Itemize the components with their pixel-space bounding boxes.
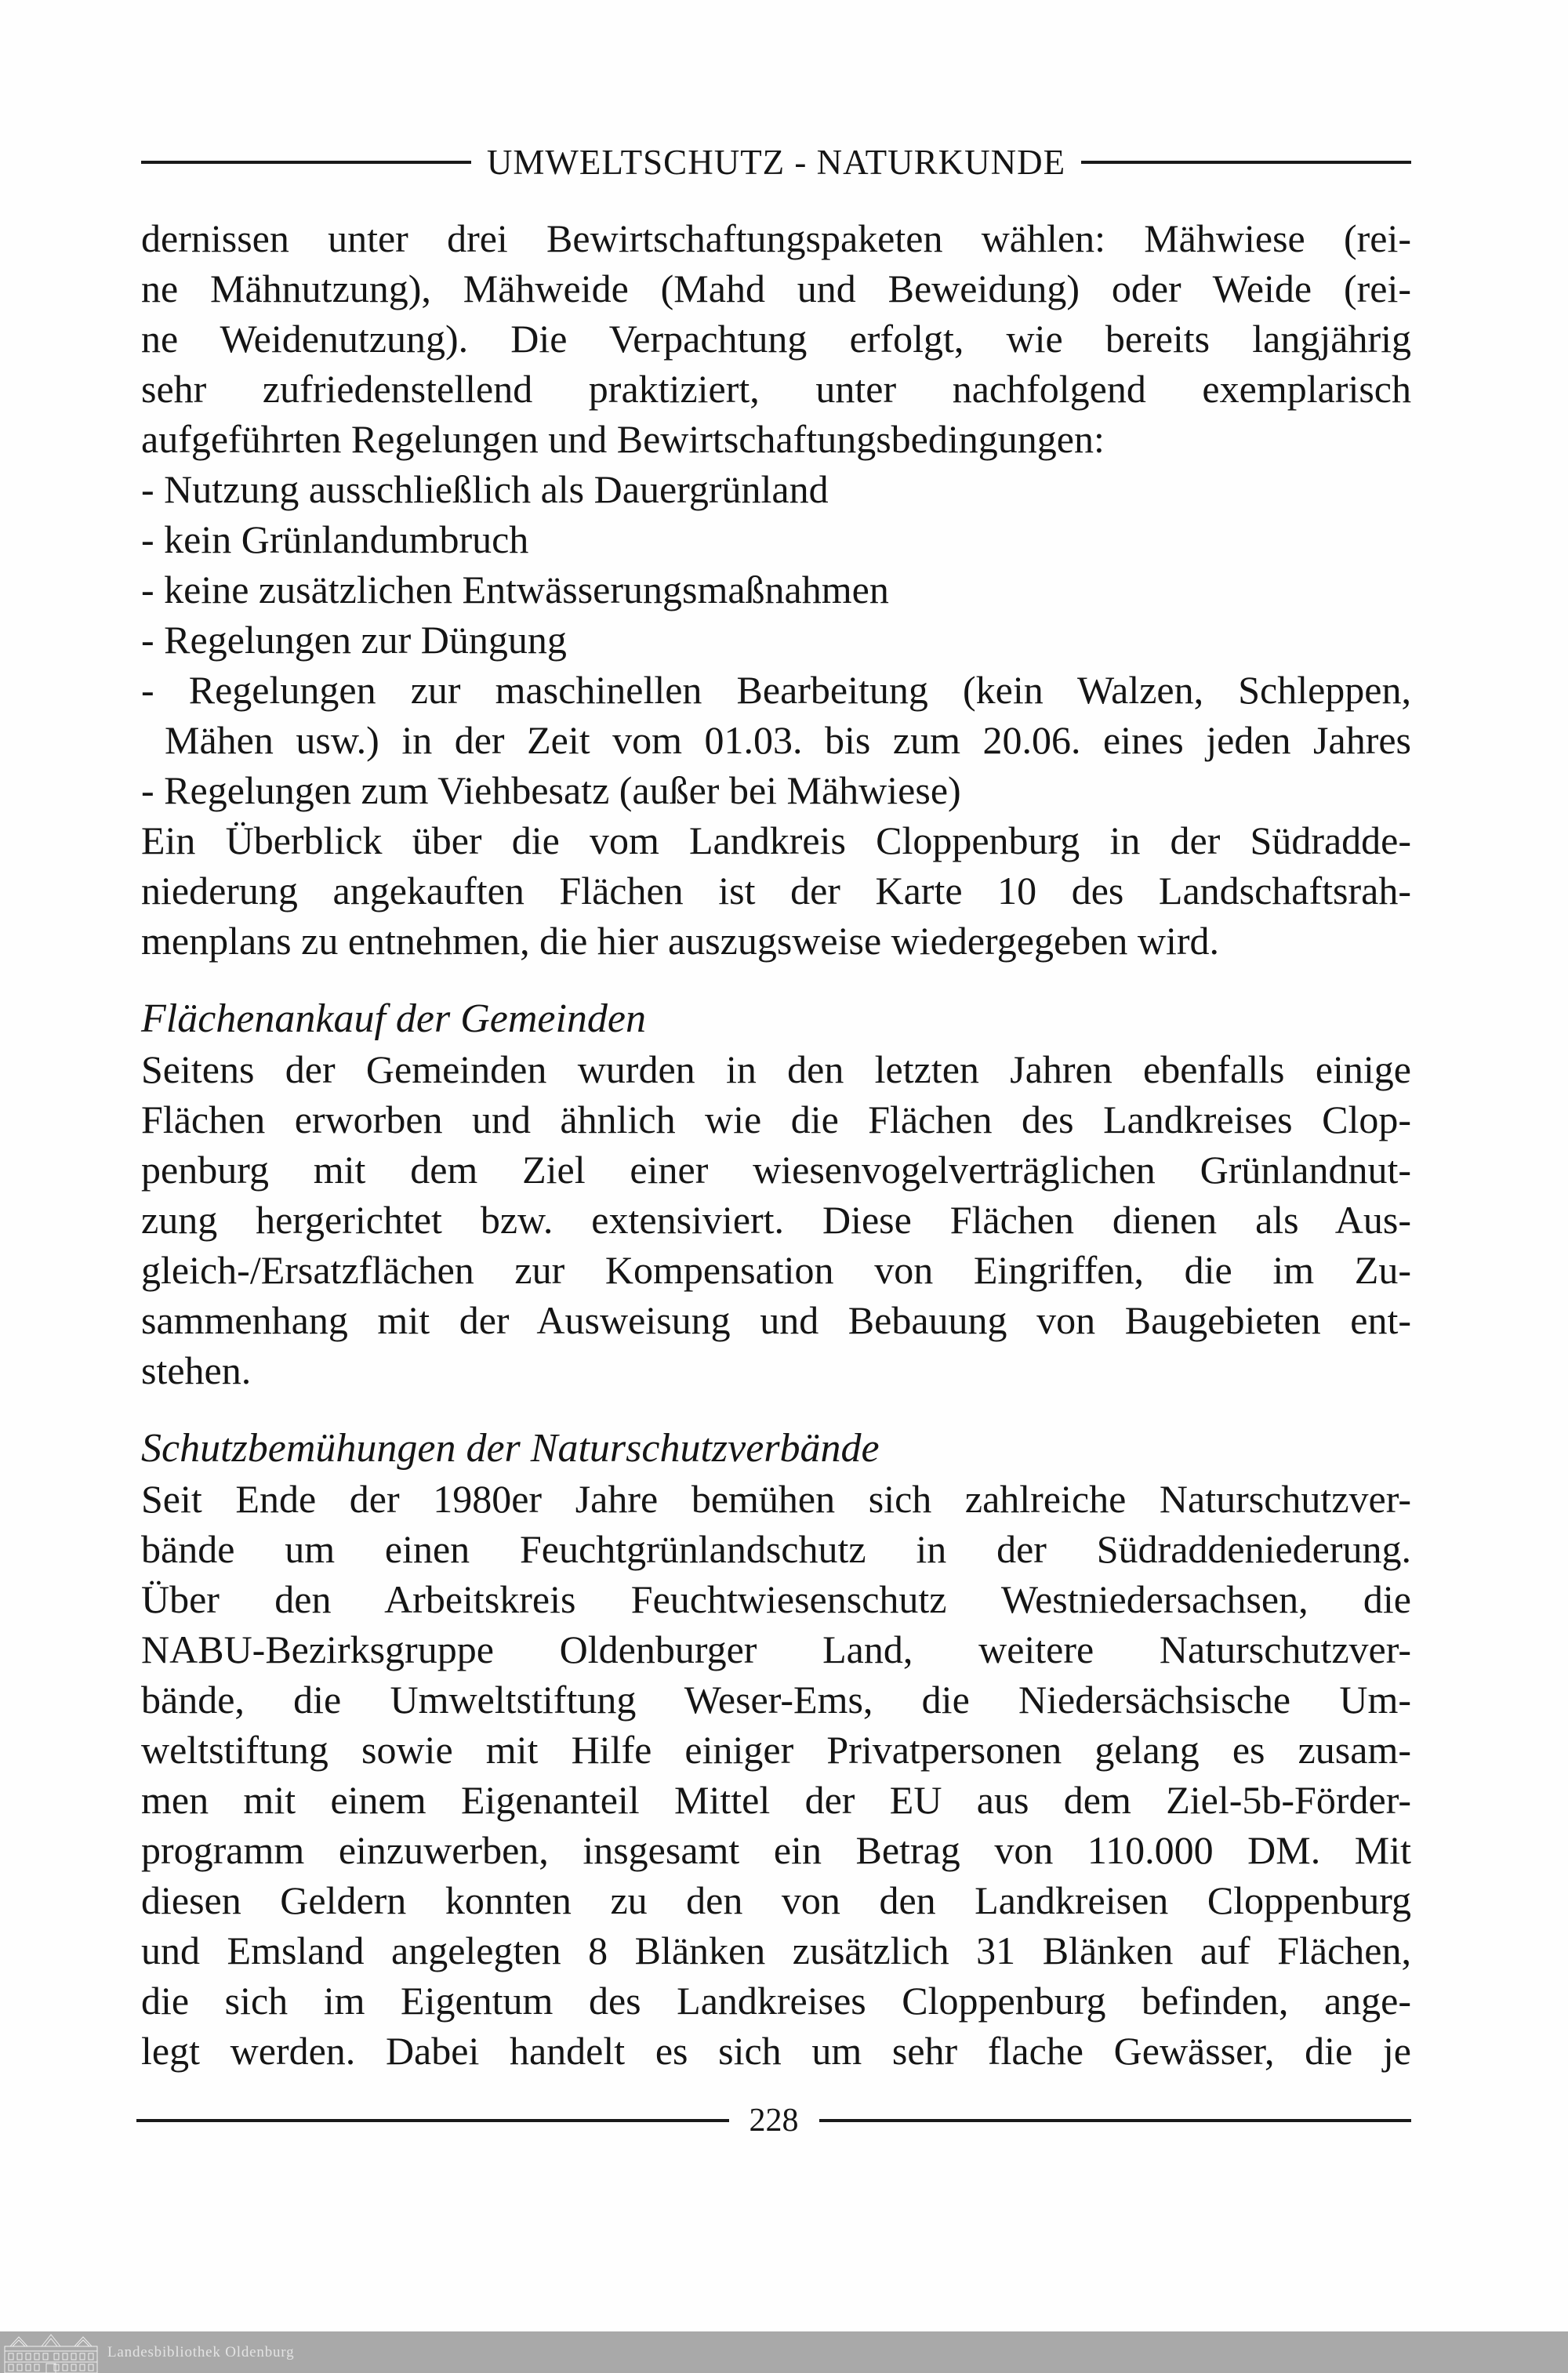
text-line: Mähen usw.) in der Zeit vom 01.03. bis zum 20.06. eines jeden Jahres [165,718,1411,762]
text-line: - kein Grünlandumbruch [141,517,529,561]
text-line: ne Mähnutzung), Mähweide (Mahd und Beweidung) oder Weide (rei- [141,267,1411,310]
footer-rule-left [136,2119,729,2122]
text-block [141,213,1411,2076]
text-line: menplans zu entnehmen, die hier auszugsweise wiedergegeben wird. [141,919,1219,963]
text-line: Flächen erworben und ähnlich wie die Flächen des Landkreises Clop- [141,1098,1411,1141]
stamp-label: Landesbibliothek Oldenburg [107,2343,295,2360]
text-line: gleich-/Ersatzflächen zur Kompensation von Eingriffen, die im Zu- [141,1248,1411,1292]
text-line: Seit Ende der 1980er Jahre bemühen sich zahlreiche Naturschutzver- [141,1477,1411,1521]
chapter-title: UMWELTSCHUTZ - NATURKUNDE [486,143,1066,182]
text-line: zung hergerichtet bzw. extensiviert. Diese Flächen dienen als Aus- [141,1198,1411,1242]
text-line: NABU-Bezirksgruppe Oldenburger Land, weitere Naturschutzver- [141,1627,1411,1671]
text-line: ne Weidenutzung). Die Verpachtung erfolgt, wie bereits langjährig [141,317,1411,361]
library-stamp-band [0,2331,1568,2373]
text-line: die sich im Eigentum des Landkreises Cloppenburg befinden, ange- [141,1979,1411,2023]
page-footer [136,2102,1411,2139]
section-heading: Flächenankauf der Gemeinden [141,996,647,1041]
text-line: Ein Überblick über die vom Landkreis Cloppenburg in der Südradde- [141,818,1411,862]
text-line: - Nutzung ausschließlich als Dauergrünland [141,467,829,511]
text-line: aufgeführten Regelungen und Bewirtschaftungsbedingungen: [141,417,1105,461]
library-building-icon [4,2334,98,2373]
header-rule-right [1081,161,1411,164]
text-line: bände um einen Feuchtgrünlandschutz in der Südraddeniederung. [141,1527,1411,1571]
text-line: sehr zufriedenstellend praktiziert, unter nachfolgend exemplarisch [141,367,1411,411]
text-line: men mit einem Eigenanteil Mittel der EU aus dem Ziel-5b-Förder- [141,1778,1411,1822]
text-line: penburg mit dem Ziel einer wiesenvogelverträglichen Grünlandnut- [141,1148,1411,1192]
section-heading: Schutzbemühungen der Naturschutzverbände [141,1426,880,1471]
text-line: bände, die Umweltstiftung Weser-Ems, die Niedersächsische Um- [141,1678,1411,1722]
text-line: sammenhang mit der Ausweisung und Bebauung von Baugebieten ent- [141,1298,1411,1342]
text-line: weltstiftung sowie mit Hilfe einiger Privatpersonen gelang es zusam- [141,1728,1411,1772]
header-rule-left [141,161,471,164]
text-line: - Regelungen zur maschinellen Bearbeitung (kein Walzen, Schleppen, [141,668,1411,712]
text-line: - Regelungen zur Düngung [141,618,567,662]
text-line: Seitens der Gemeinden wurden in den letzten Jahren ebenfalls einige [141,1047,1411,1091]
text-line: stehen. [141,1348,252,1392]
text-line: und Emsland angelegten 8 Blänken zusätzlich 31 Blänken auf Flächen, [141,1929,1411,1972]
text-line: diesen Geldern konnten zu den von den Landkreisen Cloppenburg [141,1878,1411,1922]
footer-rule-right [819,2119,1412,2122]
page-number: 228 [749,2103,799,2139]
text-line: - Regelungen zum Viehbesatz (außer bei Mähwiese) [141,768,961,812]
text-line: programm einzuwerben, insgesamt ein Betrag von 110.000 DM. Mit [141,1828,1411,1872]
text-line: dernissen unter drei Bewirtschaftungspaketen wählen: Mähwiese (rei- [141,216,1411,260]
text-line: Über den Arbeitskreis Feuchtwiesenschutz Westniedersachsen, die [141,1577,1411,1621]
text-line: - keine zusätzlichen Entwässerungsmaßnahmen [141,568,889,611]
paragraph-gap [141,966,1411,994]
text-line: legt werden. Dabei handelt es sich um sehr flache Gewässer, die je [141,2029,1411,2073]
text-line: niederung angekauften Flächen ist der Karte 10 des Landschaftsrah- [141,869,1411,913]
paragraph-gap [141,1395,1411,1424]
running-head [141,143,1411,181]
